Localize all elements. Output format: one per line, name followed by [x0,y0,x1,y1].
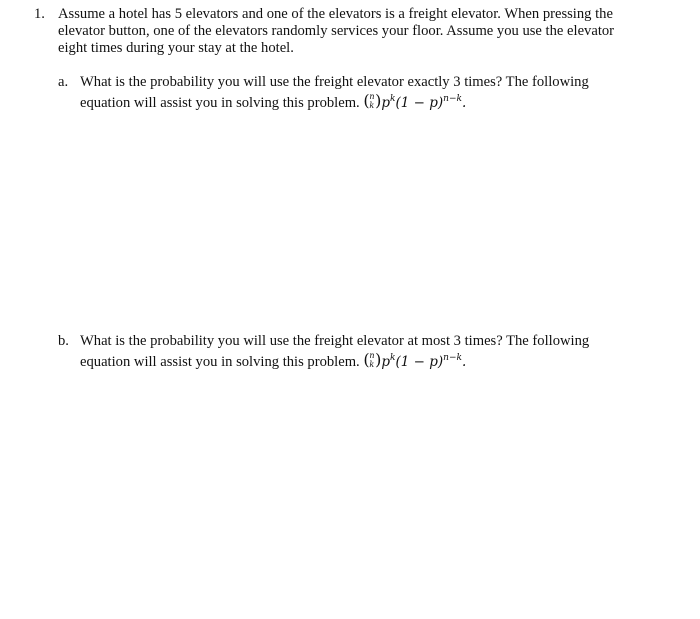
problem-number: 1. [34,6,45,22]
part-a-question-block [80,74,620,112]
formula-end: . [461,95,467,111]
formula-base: p [381,354,391,370]
problem-statement: Assume a hotel has 5 elevators and one of the elevators is a freight elevator. When pressing the elevator button, one of the elevators randomly services your floor. Assume you use the elevator eight times during your stay at the hotel. [58,6,615,56]
binomial-formula [363,91,467,111]
binom-top: n [369,351,375,360]
formula-end: . [461,354,467,370]
binomial-coefficient: ( n k ) [363,350,382,369]
part-b-question: What is the probability you will use the freight elevator at most 3 times? The following equation will assist you in solving this problem. [80,333,590,370]
formula-exp1: k [390,94,396,104]
binom-bottom: k [369,360,375,369]
formula-exp2: n−k [443,94,462,104]
formula-exp1: k [390,353,396,363]
part-b-letter: b. [58,333,69,349]
formula-middle: (1 − p) [395,354,444,370]
binom-bottom: k [369,101,375,110]
binomial-formula [363,350,467,370]
part-a-letter: a. [58,74,69,90]
part-a-question: What is the probability you will use the freight elevator exactly 3 times? The following equation will assist you in solving this problem. [80,74,589,111]
part-b [58,333,638,371]
binom-top: n [369,92,375,101]
formula-exp2: n−k [443,353,462,363]
formula-middle: (1 − p) [395,95,444,111]
part-b-question-block [80,333,620,371]
problem-1 [34,6,634,57]
formula-base: p [381,95,391,111]
binomial-coefficient: ( n k ) [363,91,382,110]
part-a [58,74,638,112]
